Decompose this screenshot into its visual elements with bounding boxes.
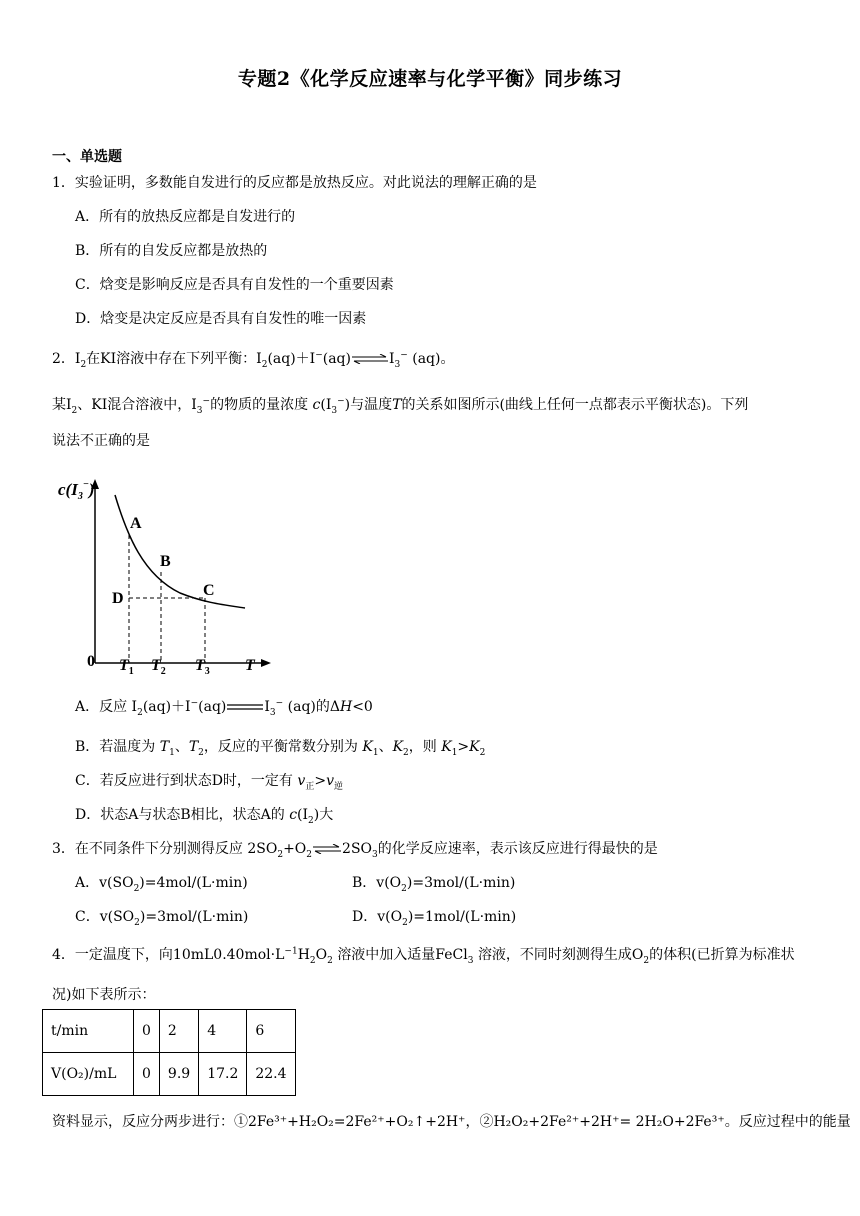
origin-label: 0	[87, 653, 95, 670]
point-label-a: A	[130, 515, 142, 532]
q4-stem: 4．一定温度下，向$10mL0.40mol\cdot L^{-1}H_2O_2$ 溶液中加入适量FeCl$_3$ 溶液，不同时刻测得生成$O_2$的体积(已折算为标准状	[52, 946, 795, 966]
q1-stem: 1．实验证明，多数能自发进行的反应都是放热反应。对此说法的理解正确的是	[52, 175, 537, 191]
q4-note: 资料显示，反应分两步进行：①2Fe³⁺+H₂O₂=2Fe²⁺+O₂↑+2H⁺，②H₂O₂+2Fe²⁺+2H⁺= 2H₂O+2Fe³⁺。反应过程中的能量	[52, 1114, 851, 1130]
table-cell: 0	[134, 1010, 160, 1053]
q4-stem-continued: 况)如下表所示：	[52, 987, 156, 1003]
q3-stem: 3．在不同条件下分别测得反应 $2SO_2+O_2$ $2SO_3$的化学反应速率，表示该反应进行得最快的是	[52, 841, 658, 860]
point-label-c: C	[203, 582, 215, 599]
table-cell: 6	[247, 1010, 295, 1053]
q2-paragraph-2: 说法不正确的是	[52, 433, 150, 449]
q3-option-a: A．$v(SO_2)=4mol/(L\cdot\min)$	[75, 875, 248, 894]
equilibrium-curve	[115, 495, 245, 608]
document-title: 专题2《化学反应速率与化学平衡》同步练习	[237, 68, 623, 90]
table-cell: 17.2	[199, 1053, 247, 1096]
point-label-d: D	[112, 590, 124, 607]
table-row	[43, 1010, 296, 1053]
q3-option-d: D．$v(O_2)=1mol/(L\cdot\min)$	[352, 909, 517, 928]
section-heading: 一、单选题	[52, 149, 122, 165]
table-cell: 4	[199, 1010, 247, 1053]
table-cell: 2	[159, 1010, 198, 1053]
equilibrium-arrow-icon	[352, 354, 388, 364]
table-cell: 22.4	[247, 1053, 295, 1096]
equilibrium-arrow-icon	[313, 844, 341, 854]
table-cell: V(O₂)/mL	[43, 1053, 134, 1096]
q3-option-c: C．$v(SO_2)=3mol/(L\cdot\min)$	[75, 909, 249, 928]
q2-stem: 2．$I_2$在KI溶液中存在下列平衡：$I_2(aq)+I^-(aq)$ $I_3^-$ (aq)。	[52, 350, 455, 370]
table-cell: 9.9	[159, 1053, 198, 1096]
point-label-b: B	[160, 553, 171, 570]
q2-option-c: C．若反应进行到状态D时，一定有 $v_正>v_逆$	[75, 773, 343, 792]
q2-option-d: D．状态A与状态B相比，状态A的 $c(I_2)$大	[75, 807, 334, 826]
oxygen-volume-table	[42, 1009, 296, 1096]
table-cell: 0	[134, 1053, 160, 1096]
q2-option-b: B．若温度为 $T_1$、$T_2$，反应的平衡常数分别为 $K_1$、$K_2$，则 $K_1>K_2$	[75, 739, 486, 758]
q3-option-b: B．$v(O_2)=3mol/(L\cdot\min)$	[352, 875, 516, 894]
q2-option-a: A．反应 $I_2(aq)+I^-(aq)$ $I_3^-$ (aq)的ΔH<0	[75, 698, 373, 718]
x-axis-label: T	[245, 657, 255, 674]
tick-label-t3: $T_3$	[195, 657, 210, 675]
q1-option-c: C．焓变是影响反应是否具有自发性的一个重要因素	[75, 277, 394, 293]
table-row	[43, 1053, 296, 1096]
tick-label-t2: $T_2$	[151, 657, 166, 675]
y-axis	[91, 479, 99, 663]
double-line-icon	[227, 703, 263, 711]
q1-option-b: B．所有的自发反应都是放热的	[75, 243, 268, 259]
table-cell: t/min	[43, 1010, 134, 1053]
concentration-temperature-chart	[55, 475, 275, 675]
q1-option-d: D．焓变是决定反应是否具有自发性的唯一因素	[75, 311, 367, 327]
q1-option-a: A．所有的放热反应都是自发进行的	[75, 209, 296, 225]
q2-paragraph-1: 某$I_2$、KI混合溶液中，$I_3^-$的物质的量浓度 $c(I_3^-)$与温度T的关系如图所示(曲线上任何一点都表示平衡状态)。下列	[52, 396, 749, 416]
y-axis-label: $c(I_3^-)$	[58, 479, 95, 502]
tick-label-t1: $T_1$	[119, 657, 134, 675]
